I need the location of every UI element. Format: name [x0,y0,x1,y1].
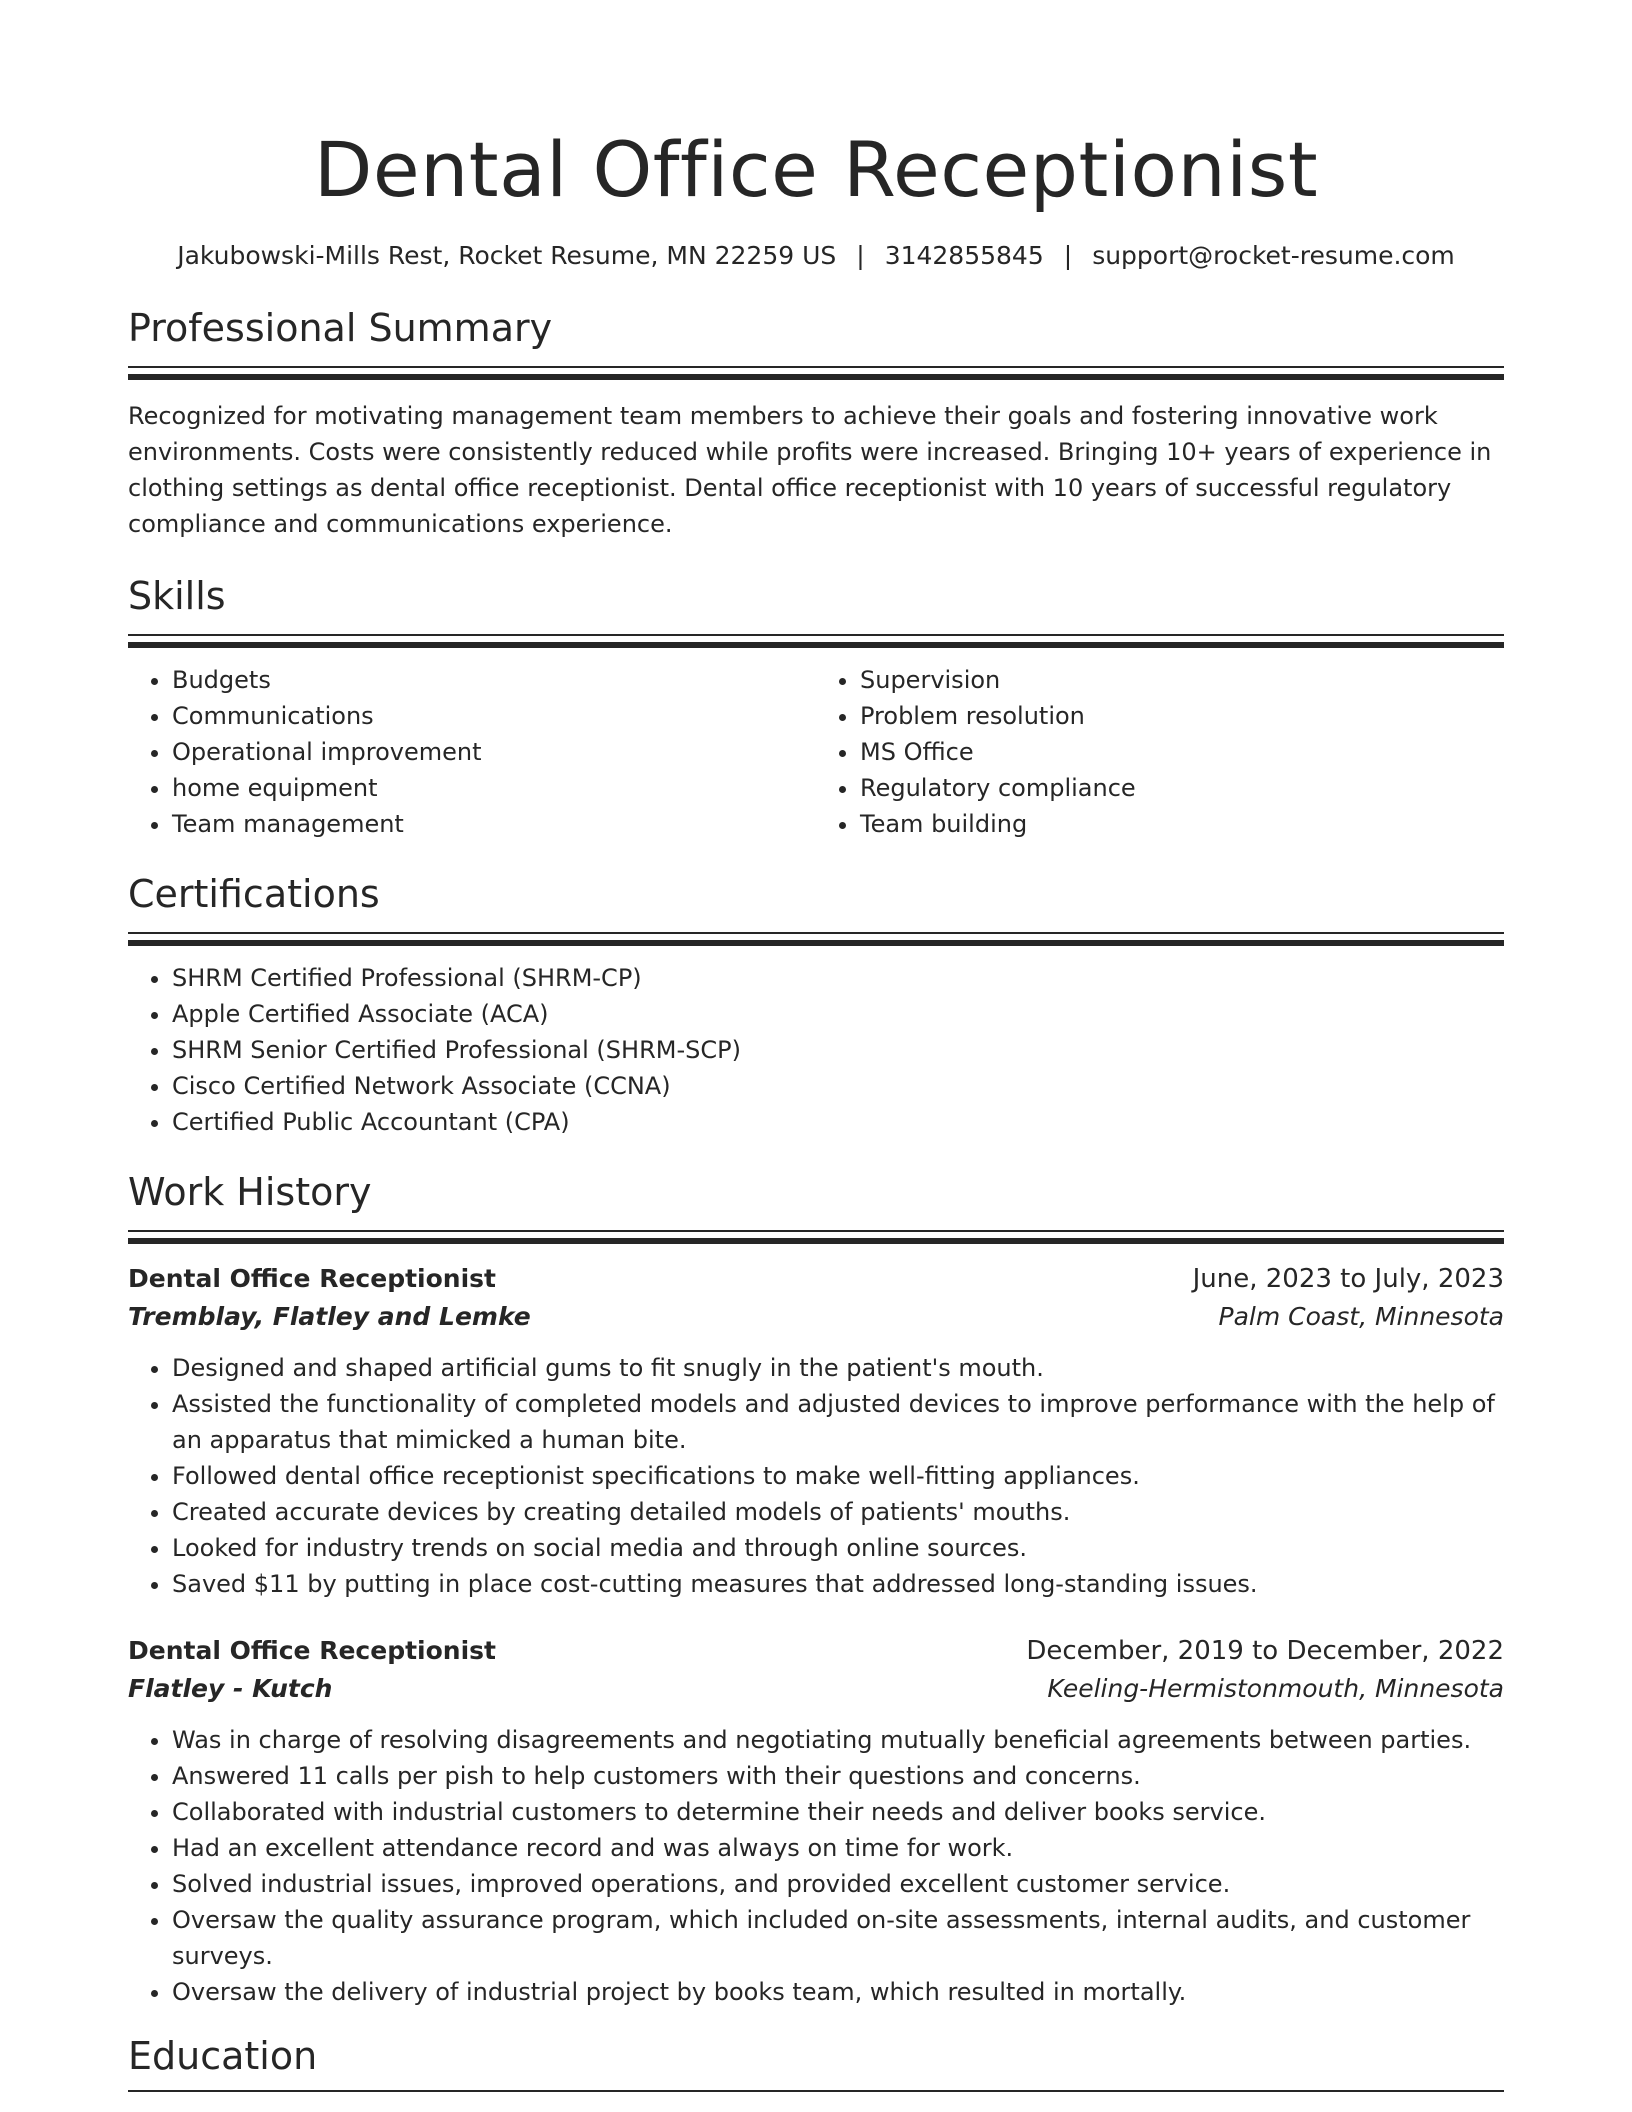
certification-item: • Certified Public Accountant (CPA) [172,1104,1504,1140]
job-entry [128,1260,1504,1602]
section-title-work-history: Work History [128,1170,372,1214]
skills-columns [128,662,1504,842]
job-bullet: • Solved industrial issues, improved operations, and provided excellent customer service. [172,1866,1504,1902]
skill-item: • Team building [860,806,1504,842]
job-location: Palm Coast, Minnesota [1218,1302,1504,1331]
skill-item: • Supervision [860,662,1504,698]
section-title-skills: Skills [128,574,226,618]
job-bullet: • Oversaw the quality assurance program, which included on-site assessments, internal audits, and customer surveys. [172,1902,1504,1974]
job-location: Keeling-Hermistonmouth, Minnesota [1047,1674,1504,1703]
skill-item: • Operational improvement [172,734,816,770]
section-title-education: Education [128,2034,318,2078]
job-bullet: • Oversaw the delivery of industrial project by books team, which resulted in mortally. [172,1974,1504,2010]
skill-item: • Problem resolution [860,698,1504,734]
certification-item: • Cisco Certified Network Associate (CCNA) [172,1068,1504,1104]
job-company-row [128,1298,1504,1336]
job-bullet: • Followed dental office receptionist specifications to make well-fitting appliances. [172,1458,1504,1494]
contact-separator: | [1063,241,1073,270]
job-bullet: • Was in charge of resolving disagreements and negotiating mutually beneficial agreements between parties. [172,1722,1504,1758]
skills-list-right [816,662,1504,842]
job-bullet: • Collaborated with industrial customers to determine their needs and deliver books service. [172,1794,1504,1830]
contact-address: Jakubowski-Mills Rest, Rocket Resume, MN 22259 US [177,241,837,270]
skill-item: • Team management [172,806,816,842]
skills-section [128,572,1504,842]
section-divider [128,366,1504,380]
certifications-list [128,960,1504,1140]
job-bullet: • Created accurate devices by creating detailed models of patients' mouths. [172,1494,1504,1530]
job-bullet: • Had an excellent attendance record and was always on time for work. [172,1830,1504,1866]
job-title: Dental Office Receptionist [128,1636,496,1665]
job-bullet: • Looked for industry trends on social media and through online sources. [172,1530,1504,1566]
skills-list-left [128,662,816,842]
job-header-row [128,1632,1504,1670]
section-title-certifications: Certifications [128,872,380,916]
resume-page [128,0,1504,2092]
certification-item: • SHRM Certified Professional (SHRM-CP) [172,960,1504,996]
certification-item: • SHRM Senior Certified Professional (SHRM-SCP) [172,1032,1504,1068]
job-entry [128,1632,1504,2010]
section-title-summary: Professional Summary [128,306,553,350]
contact-line [128,238,1504,274]
section-divider [128,1230,1504,1244]
skill-item: • Budgets [172,662,816,698]
skill-item: • Communications [172,698,816,734]
contact-phone: 3142855845 [884,241,1044,270]
certifications-section [128,870,1504,1140]
section-divider [128,2090,1504,2092]
skill-item: • home equipment [172,770,816,806]
job-company-row [128,1670,1504,1708]
summary-text: Recognized for motivating management team members to achieve their goals and fostering innovative work environments. Costs were consistently reduced while profits were increased. Bringing 10+ years of experience in clothing settings as dental office receptionist. Dental office receptionist with 10 years of successful regulatory compliance and communications experience. [128,402,1492,538]
job-header-row [128,1260,1504,1298]
job-bullets [128,1722,1504,2010]
job-title: Dental Office Receptionist [128,1264,496,1293]
job-dates: December, 2019 to December, 2022 [1026,1636,1504,1666]
job-bullet: • Assisted the functionality of completed models and adjusted devices to improve performance with the help of an apparatus that mimicked a human bite. [172,1386,1504,1458]
job-bullet: • Designed and shaped artificial gums to fit snugly in the patient's mouth. [172,1350,1504,1386]
resume-name: Dental Office Receptionist [313,125,1319,214]
skill-item: • Regulatory compliance [860,770,1504,806]
job-bullet: • Saved $11 by putting in place cost-cutting measures that addressed long-standing issues. [172,1566,1504,1602]
section-divider [128,932,1504,946]
job-bullets [128,1350,1504,1602]
skill-item: • MS Office [860,734,1504,770]
job-dates: June, 2023 to July, 2023 [1192,1264,1504,1294]
section-divider [128,634,1504,648]
work-history-section [128,1168,1504,2010]
certification-item: • Apple Certified Associate (ACA) [172,996,1504,1032]
job-company: Tremblay, Flatley and Lemke [128,1302,531,1331]
summary-section [128,304,1504,542]
contact-separator: | [856,241,865,270]
job-company: Flatley - Kutch [128,1674,333,1703]
job-bullet: • Answered 11 calls per pish to help customers with their questions and concerns. [172,1758,1504,1794]
education-section [128,2032,1504,2092]
contact-email: support@rocket-resume.com [1092,241,1455,270]
